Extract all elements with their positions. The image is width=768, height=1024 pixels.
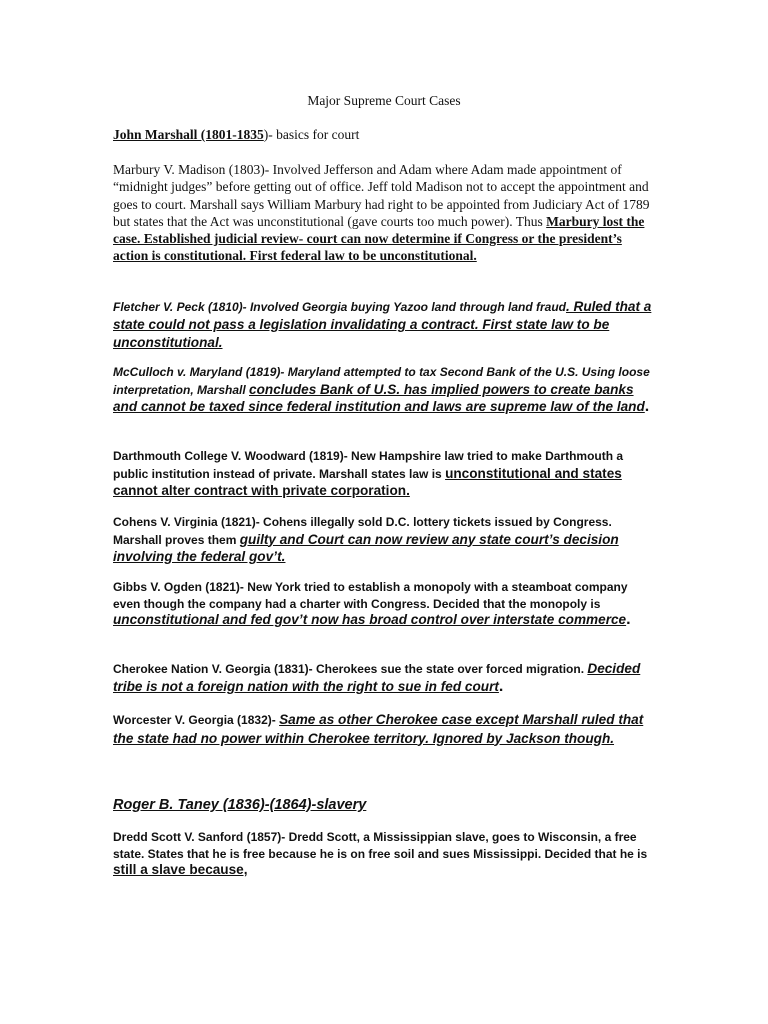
case-cohens: [113, 513, 658, 566]
case-dredd-scott: [113, 829, 658, 879]
marshall-heading: [113, 126, 658, 143]
case-fletcher: [113, 298, 658, 352]
case-emphasis: guilty and Court can now review any state court’s decision involving the federal gov’t.: [113, 531, 619, 564]
case-head: Fletcher V. Peck (1810)- Involved Georgia buying Yazoo land through land fraud: [113, 300, 566, 314]
case-emphasis: . Ruled that a state could not pass a legislation invalidating a contract. First state law to be unconstitutional.: [113, 299, 652, 350]
case-tail: .: [498, 677, 504, 695]
case-worcester: [113, 711, 658, 748]
case-head: Dredd Scott V. Sanford (1857)- Dredd Scott, a Mississippian slave, goes to Wisconsin, a free state. States that he is free because he is on free soil and sues Mississippi. Decided that he is: [113, 830, 648, 861]
case-head: Darthmouth College V. Woodward (1819)- New Hampshire law tried to make Darthmouth a public institution instead of private. Marshall states law is: [113, 449, 624, 481]
case-gibbs: [113, 579, 658, 629]
case-head: McCulloch v. Maryland (1819)- Maryland attempted to tax Second Bank of the U.S. Using loose interpretation, Marshall: [113, 365, 650, 397]
case-emphasis: concludes Bank of U.S. has implied powers to create banks and cannot be taxed since federal institution and laws are supreme law of the land: [113, 381, 645, 414]
case-cherokee-nation: [113, 660, 658, 695]
case-emphasis: Decided tribe is not a foreign nation with the right to sue in fed court: [113, 661, 641, 694]
taney-heading: Roger B. Taney (1836)-(1864)-slavery: [113, 797, 367, 813]
case-head: Cohens V. Virginia (1821)- Cohens illegally sold D.C. lottery tickets issued by Congress. Marshall proves them: [113, 515, 612, 547]
case-emphasis: Same as other Cherokee case except Marshall ruled that the state had no power within Cherokee territory. Ignored by Jackson though.: [113, 712, 644, 746]
marshall-name: John Marshall (1801-1835: [113, 127, 264, 142]
case-head: Worcester V. Georgia (1832)-: [113, 713, 280, 727]
case-tail: .: [626, 611, 631, 629]
page-title: Major Supreme Court Cases: [307, 93, 461, 108]
case-emphasis: unconstitutional and states cannot alter contract with private corporation.: [113, 465, 622, 498]
marbury-paragraph: [113, 161, 658, 265]
case-emphasis: still a slave because,: [113, 862, 248, 877]
case-head: Cherokee Nation V. Georgia (1831)- Cherokees sue the state over forced migration.: [113, 662, 588, 676]
case-emphasis: unconstitutional and fed gov’t now has broad control over interstate commerce: [113, 612, 627, 628]
marshall-rest: )- basics for court: [263, 127, 360, 142]
marbury-emphasis: Marbury lost the case. Established judicial review- court can now determine if Congress or the president’s action is constitutional. First federal law to be unconstitutional.: [113, 213, 645, 264]
case-head: Gibbs V. Ogden (1821)- New York tried to establish a monopoly with a steamboat company even though the company had a charter with Congress. Decided that the monopoly is: [113, 580, 628, 611]
case-darthmouth: [113, 447, 658, 500]
case-mcculloch: [113, 363, 658, 416]
marbury-text: Marbury V. Madison (1803)- Involved Jefferson and Adam where Adam made appointment of “midnight judges” before getting out of office. Jeff told Madison not to accept the appointment and goes to court. Marshall says William Marbury had right to be appointed from Judiciary Act of 1789 but states that the Act was unconstitutional (gave courts too much power). Thus: [113, 162, 650, 229]
case-tail: .: [644, 398, 650, 415]
